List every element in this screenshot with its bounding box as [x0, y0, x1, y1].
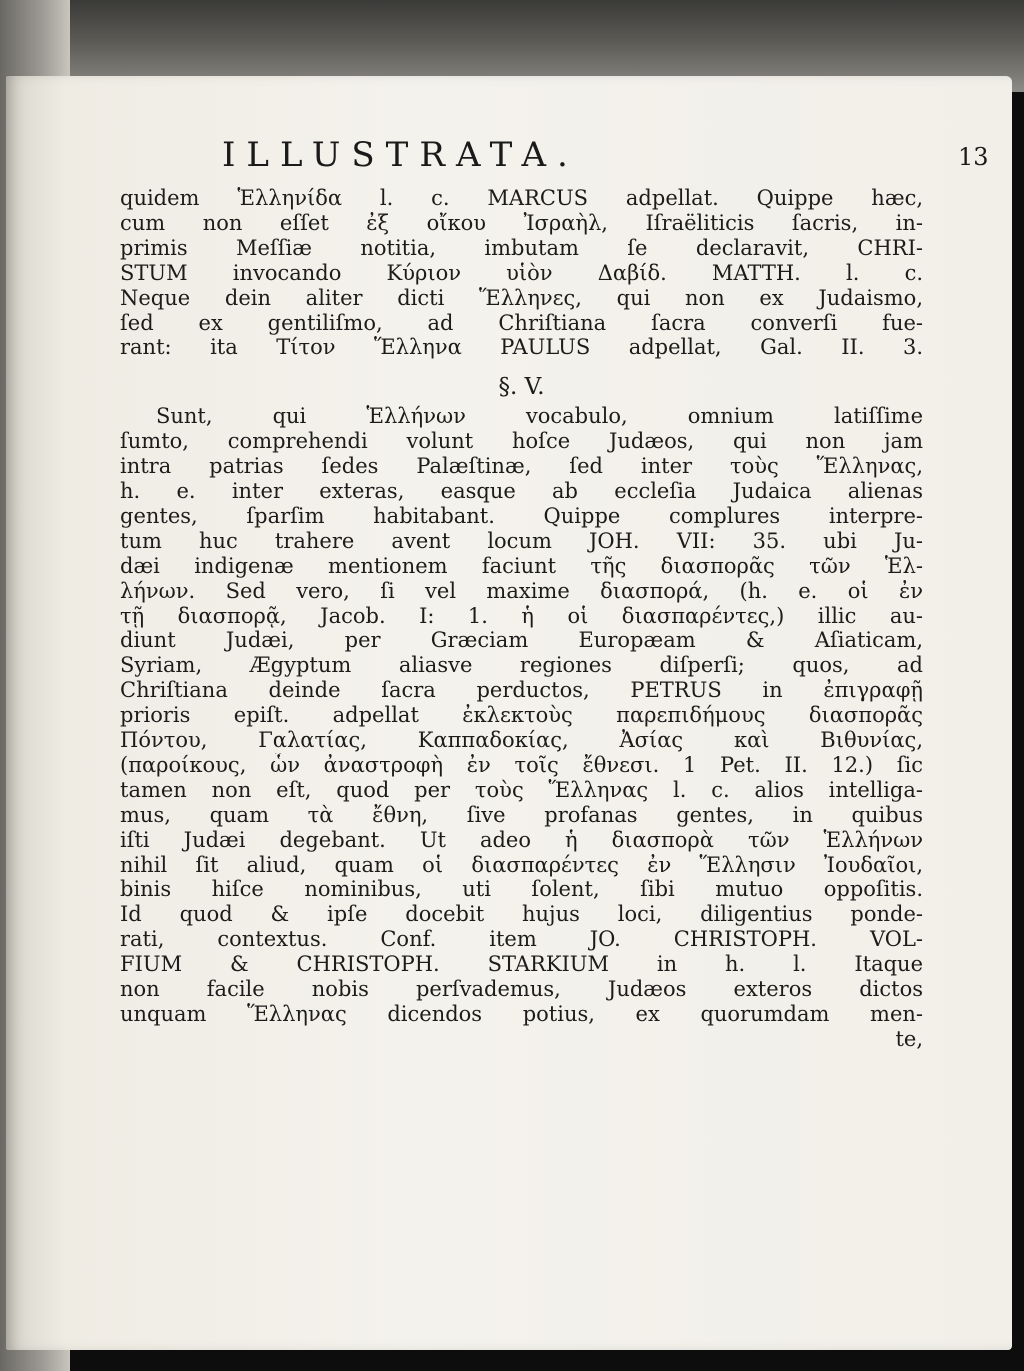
- text-line: h. e. inter exteras, easque ab eccleſia Judaica alienas: [120, 478, 923, 503]
- text-line: Id quod & ipſe docebit hujus loci, diligentius ponde-: [120, 902, 923, 927]
- text-line: Sunt, qui Ἑλλήνων vocabulo, omnium latiſſime: [156, 404, 923, 429]
- text-line: STUM invocando Κύριον υἱὸν Δαβίδ. MATTH. l. c.: [120, 260, 923, 285]
- text-line: Chriſtiana deinde ſacra perductos, PETRUS in ἐπιγραφῇ: [120, 678, 923, 703]
- text-line: tum huc trahere avent locum JOH. VII: 35. ubi Ju-: [120, 528, 923, 553]
- page-number: 13: [958, 143, 989, 171]
- text-line: Syriam, Ægyptum aliasve regiones diſperſi; quos, ad: [120, 653, 923, 678]
- text-line: λήνων. Sed vero, ſi vel maxime διασπορά, (h. e. οἱ ἐν: [120, 578, 923, 603]
- text-line: diunt Judæi, per Græciam Europæam & Aſiaticam,: [120, 628, 923, 653]
- text-line: nihil ſit aliud, quam οἱ διασπαρέντες ἐν Ἕλλησιν Ἰουδαῖοι,: [120, 852, 923, 877]
- running-head: [0, 135, 1024, 185]
- text-line: mus, quam τὰ ἔθνη, ſive profanas gentes, in quibus: [120, 802, 923, 827]
- text-line: primis Meſſiæ notitia, imbutam ſe declaravit, CHRI-: [120, 235, 923, 260]
- text-line: prioris epiſt. adpellat ἐκλεκτοὺς παρεπιδήμους διασπορᾶς: [120, 703, 923, 728]
- text-line: binis hiſce nominibus, uti ſolent, ſibi mutuo oppoſitis.: [120, 877, 923, 902]
- body-text: [120, 186, 923, 1052]
- text-line: τῇ διασπορᾷ, Jacob. I: 1. ἡ οἱ διασπαρέντες,) illic au-: [120, 603, 923, 628]
- text-line: cum non eſſet ἐξ οἴκου Ἰσραὴλ, Iſraëliticis ſacris, in-: [120, 210, 923, 235]
- text-line: Πόντου, Γαλατίας, Καππαδοκίας, Ἀσίας καὶ Βιθυνίας,: [120, 728, 923, 753]
- text-line: (παροίκους, ὧν ἀναστροφὴ ἐν τοῖς ἔθνεσι. 1 Pet. II. 12.) ſic: [120, 752, 923, 777]
- text-line: quidem Ἑλληνίδα l. c. MARCUS adpellat. Quippe hæc,: [120, 186, 923, 210]
- text-line: FIUM & CHRISTOPH. STARKIUM in h. l. Itaque: [120, 952, 923, 977]
- text-line: dæi indigenæ mentionem faciunt τῆς διασπορᾶς τῶν Ἑλ-: [120, 553, 923, 578]
- text-line: rati, contextus. Conf. item JO. CHRISTOPH. VOL-: [120, 927, 923, 952]
- text-line: iſti Judæi degebant. Ut adeo ἡ διασπορὰ τῶν Ἑλλήνων: [120, 827, 923, 852]
- text-line: non facile nobis perſvademus, Judæos exteros dictos: [120, 977, 923, 1002]
- text-line: ſed ex gentiliſmo, ad Chriſtiana ſacra converſi fue-: [120, 310, 923, 335]
- text-line: rant: ita Τίτον Ἕλληνα PAULUS adpellat, Gal. II. 3.: [120, 335, 923, 360]
- text-line: Neque dein aliter dicti Ἕλληνες, qui non ex Judaismo,: [120, 285, 923, 310]
- text-line: unquam Ἕλληνας dicendos potius, ex quorumdam men-: [120, 1002, 923, 1026]
- text-line: intra patrias ſedes Palæſtinæ, ſed inter τοὺς Ἕλληνας,: [120, 454, 923, 479]
- paragraph-1: [120, 186, 923, 360]
- text-line: ſumto, comprehendi volunt hoſce Judæos, qui non jam: [120, 429, 923, 454]
- section-heading: §. V.: [498, 374, 545, 401]
- text-line: tamen non eſt, quod per τοὺς Ἕλληνας l. c. alios intelliga-: [120, 777, 923, 802]
- running-title: ILLUSTRATA.: [222, 135, 579, 175]
- text-line: te,: [895, 1026, 923, 1051]
- paragraph-2: [120, 404, 923, 1052]
- text-line: gentes, ſparſim habitabant. Quippe complures interpre-: [120, 503, 923, 528]
